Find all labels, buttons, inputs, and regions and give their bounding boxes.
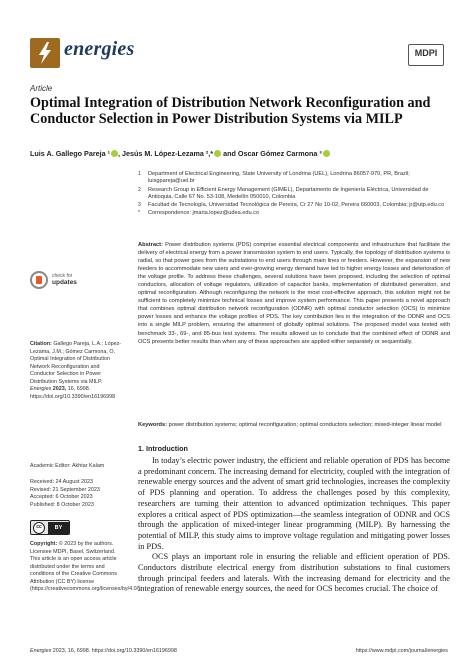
- author-separator: and: [221, 149, 238, 158]
- updates-icon: [30, 271, 48, 289]
- affiliation-text: Facultad de Tecnología, Universidad Tecnológica de Pereira, Cr 27 No 10-02, Pereira 660003, Colombia; jr@utp.edu.co: [148, 202, 445, 209]
- cc-license-badge[interactable]: [30, 520, 70, 535]
- author-list: [30, 149, 330, 158]
- citation: [30, 341, 124, 401]
- keywords-text: power distribution systems; optimal reconfiguration; optimal conductors selection; mixed-integer linear model: [168, 422, 442, 428]
- by-icon: BY: [48, 522, 69, 534]
- citation-year: 2023,: [52, 386, 67, 392]
- revised-date: Revised: 21 September 2023: [30, 486, 100, 493]
- received-date: Received: 24 August 2023: [30, 479, 93, 485]
- abstract-label: Abstract:: [138, 242, 163, 248]
- affiliation-3: [138, 202, 450, 209]
- correspondence: [138, 210, 450, 217]
- journal-logo: [30, 38, 60, 68]
- keywords-label: Keywords:: [138, 422, 168, 428]
- updates-label-top: check for: [52, 273, 73, 279]
- orcid-icon[interactable]: [323, 150, 330, 157]
- copyright: [30, 541, 142, 594]
- orcid-icon[interactable]: [111, 150, 118, 157]
- affiliation-text: Research Group in Efficient Energy Management (GIMEL), Departamento de Ingeniería Eléctrica, Universidad de Antioquia, Calle 67 No. 53-108, Medellín 050010, Colombia: [148, 186, 429, 200]
- paper-title: Optimal Integration of Distribution Network Reconfiguration and Conductor Selection in Power Distribution Systems via MILP: [30, 95, 431, 127]
- journal-name[interactable]: energies: [64, 38, 135, 60]
- affiliations: [138, 171, 450, 219]
- citation-doi[interactable]: 16, 6998. https://doi.org/10.3390/en16196998: [30, 386, 116, 400]
- affiliation-1: [138, 171, 450, 186]
- author-3[interactable]: Oscar Gómez Carmona ³: [237, 149, 322, 158]
- affiliation-number: 1: [138, 171, 141, 177]
- publisher-logo[interactable]: [408, 44, 444, 66]
- introduction-body: [138, 456, 450, 595]
- abstract: [138, 241, 450, 346]
- footer-doi[interactable]: 2023, 16, 6998. https://doi.org/10.3390/en16196998: [52, 648, 177, 654]
- citation-text: Gallego Pareja, L.A.; López-Lezama, J.M.; Gómez Carmona, O. Optimal Integration of Distribution Network Reconfiguration and Conductor Selection in Power Distribution Systems via MILP.: [30, 341, 122, 385]
- copyright-label: Copyright:: [30, 541, 58, 547]
- published-date: Published: 8 October 2023: [30, 501, 94, 508]
- affiliation-2: [138, 187, 450, 202]
- copyright-text: © 2023 by the authors. Licensee MDPI, Basel, Switzerland. This article is an open access article distributed under the terms and conditions of the Creative Commons Attribution (CC BY) license (https://creativecommons.org/licenses/by/4.0/).: [30, 541, 142, 592]
- author-1[interactable]: Luis A. Gallego Pareja ¹: [30, 149, 111, 158]
- cc-icon: cc: [33, 522, 45, 534]
- citation-journal: Energies: [30, 386, 52, 392]
- affiliation-number: *: [138, 210, 140, 217]
- paragraph: In today’s electric power industry, the efficient and reliable operation of PDS has become a predominant concern. The increasing demand for electricity, coupled with the integration of renewable energy sources and the advent of smart grid technologies, increases the complexity of PDS planning and operation. To address the challenges posed by this complexity, researchers are turning their attention to advanced optimization techniques. This paper explores a critical aspect of PDS optimization—the seamless integration of ODNR and OCS through the application of mixed-integer linear programming (MILP). By harnessing the potential of MILP, this study aims to improve voltage regulation and mitigating power losses in PDS.: [138, 456, 450, 551]
- abstract-text: Power distribution systems (PDS) comprise essential electrical components and infrastructure that facilitate the delivery of electrical energy from a power transmission system to end users. Typically, the topology of distribution systems is radial, so that power goes from the substations to end users through main lines or feeders. However, the expansion of new feeders to accommodate new users and ever-growing energy demand have led to higher energy losses and deterioration of the voltage profile. To address these challenges, several solutions have been proposed, including the selection of optimal conductors, allocation of voltage regulators, utilization of capacitor banks, implementation of distributed generation, and optimal reconfiguration. Although reconfiguring the network is the most cost-effective approach, this solution might not be sufficient to completely minimize technical losses and improve system performance. This paper presents a novel approach that combines optimal distribution network reconfiguration (ODNR) with optimal conductor selection (OCS) to minimize power losses and enhance the voltage profiles of PDS. The key contribution lies in the integration of the ODNR and OCS into a single MILP problem, ensuring the attainment of globally optimal solutions. The proposed model was tested with benchmark 33-, 69-, and 85-bus test systems. The results allowed us to conclude that the combined effect of ODNR and OCS presents better results than when any of these approaches are applied either separately or sequentially.: [138, 242, 450, 345]
- check-for-updates-button[interactable]: [30, 271, 90, 291]
- footer-journal: Energies: [30, 648, 52, 654]
- article-type: Article: [30, 84, 53, 93]
- updates-label-bottom: updates: [52, 279, 77, 286]
- citation-label: Citation:: [30, 341, 52, 347]
- academic-editor: Academic Editor: Akhtar Kalam: [30, 463, 105, 469]
- footer-journal-link[interactable]: https://www.mdpi.com/journal/energies: [355, 648, 448, 654]
- lightning-icon: [30, 38, 60, 68]
- accepted-date: Accepted: 6 October 2023: [30, 494, 93, 500]
- author-2[interactable]: Jesús M. López-Lezama ²,*: [122, 149, 214, 158]
- keywords: [138, 421, 450, 429]
- footer-citation: [30, 648, 177, 654]
- correspondence-text[interactable]: Correspondence: jmaria.lopez@udea.edu.co: [148, 210, 260, 217]
- history-dates: [30, 479, 124, 509]
- affiliation-number: 2: [138, 186, 141, 193]
- paragraph: OCS plays an important role in ensuring the reliable and efficient operation of PDS. Conductors distribute electrical energy from distribution substations to final customers through principal feeders and laterals. With the increasing demand for electricity and the integration of renewable energy sources, the need for OCS becomes crucial. The choice of: [138, 552, 450, 594]
- publisher-name: MDPI: [414, 48, 438, 58]
- author-separator: ,: [118, 149, 123, 158]
- affiliation-number: 3: [138, 202, 141, 209]
- affiliation-text: Department of Electrical Engineering, State University of Londrina (UEL), Londrina 86057-970, PR, Brazil; luisgpareja@uel.br: [148, 171, 410, 185]
- section-heading: 1. Introduction: [138, 444, 188, 453]
